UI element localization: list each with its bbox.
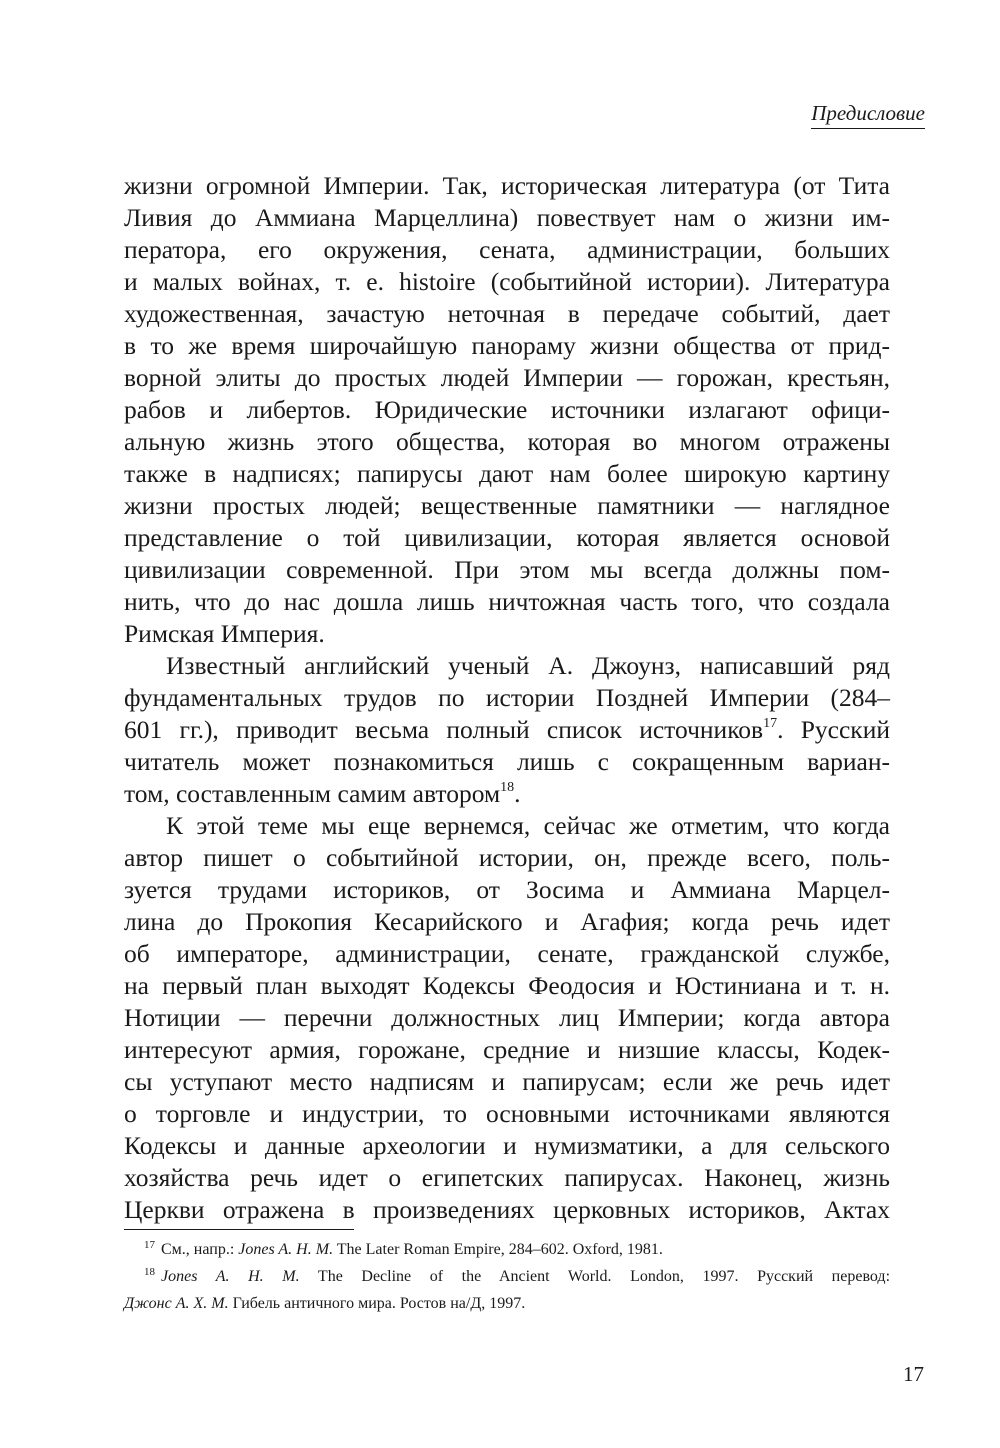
text-line-with-footnote — [124, 778, 890, 810]
text-line: художественная, зачастую неточная в передаче событий, дает — [124, 299, 890, 328]
footnote-author: Jones A. H. M. — [238, 1241, 334, 1258]
text-segment: . Русский — [777, 715, 890, 744]
text-line: хозяйства речь идет о египетских папирусах. Наконец, жизнь — [124, 1163, 890, 1192]
text-line: фундаментальных трудов по истории Поздней Империи (284– — [124, 683, 890, 712]
footnote-author: Джонс А. Х. М. — [124, 1295, 229, 1312]
text-line: альную жизнь этого общества, которая во многом отражены — [124, 427, 890, 456]
text-line: ворной элиты до простых людей Империи — горожан, крестьян, — [124, 363, 890, 392]
footnote-ref-17[interactable]: 17 — [763, 716, 778, 731]
footnote-text: The Later Roman Empire, 284–602. Oxford, 1981. — [333, 1241, 663, 1258]
text-line: читатель может познакомиться лишь с сокращенным вариан- — [124, 747, 890, 776]
text-line: ператора, его окружения, сената, администрации, больших — [124, 235, 890, 264]
text-line: Ливия до Аммиана Марцеллина) повествует нам о жизни им- — [124, 203, 890, 232]
text-line: представление о той цивилизации, которая является основой — [124, 523, 890, 552]
text-line: также в надписях; папирусы дают нам более широкую картину — [124, 459, 890, 488]
text-line-with-footnote — [124, 714, 890, 746]
text-line: и малых войнах, т. е. histoire (событийной истории). Литература — [124, 267, 890, 296]
footnote-divider — [124, 1229, 354, 1230]
footnote-author: Jones A. H. M. — [161, 1268, 300, 1285]
text-segment: . — [514, 779, 521, 808]
text-line: Известный английский ученый А. Джоунз, написавший ряд — [166, 651, 890, 680]
text-line: жизни простых людей; вещественные памятники — наглядное — [124, 491, 890, 520]
text-line: рабов и либертов. Юридические источники излагают офици- — [124, 395, 890, 424]
running-head: Предисловие — [811, 101, 925, 129]
text-line: на первый план выходят Кодексы Феодосия и Юстиниана и т. н. — [124, 971, 890, 1000]
text-line: зуется трудами историков, от Зосима и Аммиана Марцел- — [124, 875, 890, 904]
text-line: об императоре, администрации, сенате, гражданской службе, — [124, 939, 890, 968]
text-line: Римская Империя. — [124, 619, 325, 648]
footnote-18-cont — [124, 1290, 890, 1317]
footnote-number: 18 — [144, 1266, 155, 1278]
text-line: сы уступают место надписям и папирусам; если же речь идет — [124, 1067, 890, 1096]
text-segment: том, составленным самим автором — [124, 779, 501, 808]
footnotes — [124, 1236, 890, 1317]
text-line: автор пишет о событийной истории, он, прежде всего, поль- — [124, 843, 890, 872]
text-line: жизни огромной Империи. Так, историческая литература (от Тита — [124, 171, 890, 200]
text-line: Кодексы и данные археологии и нумизматики, а для сельского — [124, 1131, 890, 1160]
text-line: лина до Прокопия Кесарийского и Агафия; когда речь идет — [124, 907, 890, 936]
text-line: Церкви отражена в произведениях церковных историков, Актах — [124, 1195, 890, 1224]
text-line: К этой теме мы еще вернемся, сейчас же отметим, что когда — [166, 811, 890, 840]
footnote-lead: См., напр.: — [161, 1241, 239, 1258]
footnote-ref-18[interactable]: 18 — [500, 780, 515, 795]
page-number: 17 — [903, 1362, 924, 1386]
footnote-text: Гибель античного мира. Ростов на/Д, 1997. — [228, 1295, 526, 1312]
footnote-17 — [124, 1236, 890, 1263]
text-line: цивилизации современной. При этом мы всегда должны пом- — [124, 555, 890, 584]
text-line: в то же время широчайшую панораму жизни общества от прид- — [124, 331, 890, 360]
text-line: о торговле и индустрии, то основными источниками являются — [124, 1099, 890, 1128]
text-line: интересуют армия, горожане, средние и низшие классы, Кодек- — [124, 1035, 890, 1064]
footnote-text: The Decline of the Ancient World. London, 1997. Русский перевод: — [299, 1268, 891, 1285]
text-line: нить, что до нас дошла лишь ничтожная часть того, что создала — [124, 587, 890, 616]
body-text — [124, 170, 890, 1226]
text-line: Нотиции — перечни должностных лиц Империи; когда автора — [124, 1003, 890, 1032]
text-segment: 601 гг.), приводит весьма полный список источников — [124, 715, 764, 744]
footnote-18 — [124, 1263, 890, 1290]
footnote-number: 17 — [144, 1239, 155, 1251]
